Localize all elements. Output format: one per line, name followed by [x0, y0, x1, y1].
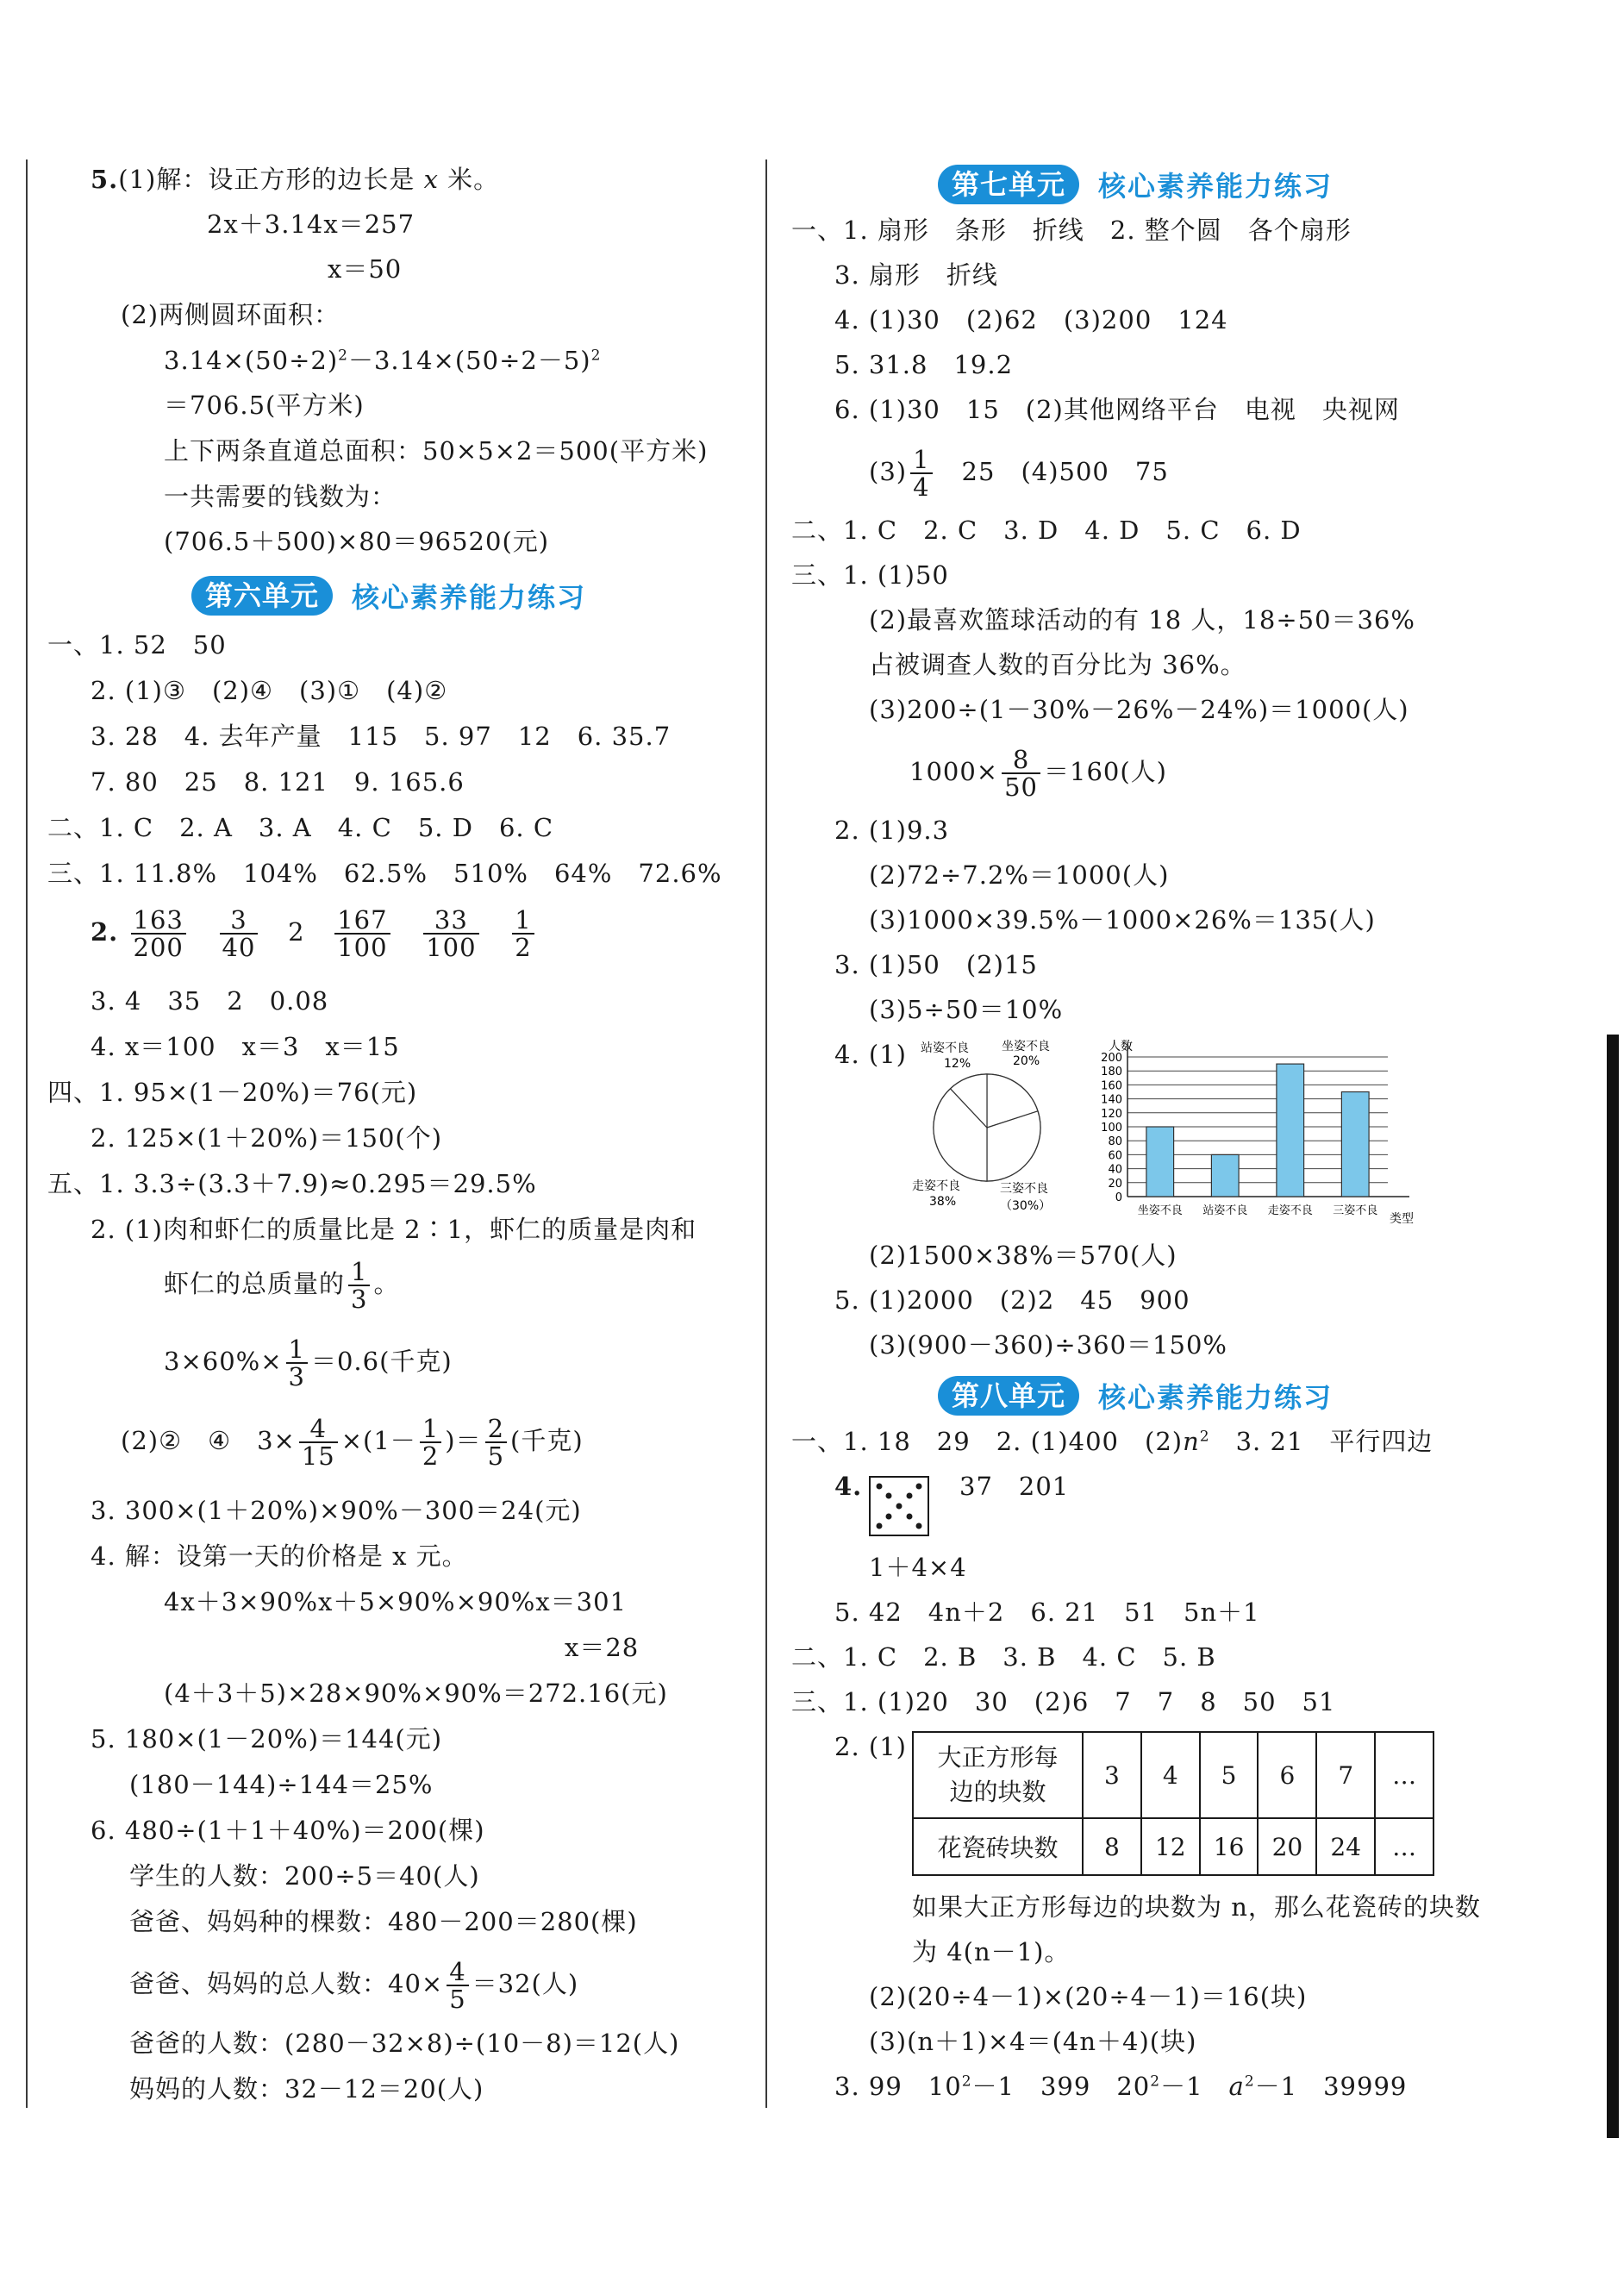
right-p6-d: 为 4(n－1)。	[912, 1937, 1071, 1966]
right-p3-e: 1000× $\frac{8}{50}$ ＝160(人)	[909, 745, 1167, 802]
tile-table-r2c3: 16	[1200, 1818, 1259, 1875]
right-p1-d: 5. 31.8 19.2	[834, 350, 1014, 379]
bar-ytick-label: 80	[1108, 1135, 1122, 1149]
bar-站姿不良	[1211, 1154, 1239, 1197]
left-s5-q: 爸爸的人数：(280－32×8)÷(10－8)＝12(人)	[129, 2029, 680, 2058]
bar-xlabel: 类型	[1390, 1212, 1414, 1226]
unit8-banner	[938, 1373, 1333, 1418]
left-s5-e: (2)② ④ 3× $\frac{4}{15}$ ×(1－ $\frac{1}{2}$ )＝ $\frac{2}{5}$ (千克)	[121, 1414, 584, 1471]
unit8-tag: 第八单元	[938, 1376, 1079, 1416]
right-p1-c: 4. (1)30 (2)62 (3)200 124	[834, 305, 1228, 334]
right-p1-a: 一、1. 扇形 条形 折线 2. 整个圆 各个扇形	[791, 216, 1352, 245]
tile-table-r2c6: …	[1375, 1818, 1433, 1875]
right-p6-b: 2. (1)	[834, 1732, 907, 1761]
left-s4-a: 四、1. 95×(1－20%)＝76(元)	[47, 1078, 418, 1107]
right-p2: 二、1. C 2. C 3. D 4. D 5. C 6. D	[791, 516, 1302, 545]
right-p3-c: 占被调查人数的百分比为 36%。	[869, 650, 1246, 679]
right-p3-g: (2)72÷7.2%＝1000(人)	[869, 860, 1170, 890]
pie-label-three: 三姿不良	[1000, 1182, 1048, 1196]
bar-chart	[1069, 1033, 1431, 1235]
left-s5-m: 6. 480÷(1＋1＋40%)＝200(棵)	[91, 1816, 485, 1845]
pie-label-walk: 走姿不良	[912, 1179, 960, 1193]
left-s5-k: 5. 180×(1－20%)＝144(元)	[91, 1724, 443, 1754]
right-p3-i: 3. (1)50 (2)15	[834, 950, 1038, 979]
right-p3-j: (3)5÷50＝10%	[869, 995, 1064, 1024]
bar-category-label: 走姿不良	[1267, 1204, 1313, 1217]
tile-table-r1c1: 3	[1083, 1732, 1141, 1818]
right-p3-b: (2)最喜欢篮球活动的有 18 人，18÷50＝36%	[869, 605, 1415, 635]
left-q5-eq1: 2x＋3.14x＝257	[207, 209, 415, 239]
tile-table-row2-label: 花瓷砖块数	[913, 1818, 1083, 1875]
tile-pattern-table	[912, 1731, 1434, 1876]
tile-table-r2c4: 20	[1258, 1818, 1316, 1875]
left-s3-a: 三、1. 11.8% 104% 62.5% 510% 64% 72.6%	[47, 859, 722, 888]
bar-ytick-label: 120	[1101, 1107, 1122, 1121]
left-s1-d: 7. 80 25 8. 121 9. 165.6	[91, 767, 465, 797]
pie-pct-walk: 38%	[929, 1195, 957, 1209]
right-p3-m: 5. (1)2000 (2)2 45 900	[834, 1285, 1190, 1315]
left-s5-f: 3. 300×(1＋20%)×90%－300＝24(元)	[91, 1496, 582, 1525]
bar-category-label: 坐姿不良	[1137, 1204, 1183, 1217]
pie-pct-stand: 12%	[944, 1057, 971, 1071]
bar-category-label: 站姿不良	[1202, 1204, 1248, 1217]
left-q5-eq2: x＝50	[328, 254, 403, 284]
left-q5-money: (706.5＋500)×80＝96520(元)	[164, 527, 550, 556]
left-s1-b: 2. (1)③ (2)④ (3)① (4)②	[91, 676, 448, 705]
right-p6-a: 三、1. (1)20 30 (2)6 7 7 8 50 51	[791, 1687, 1336, 1716]
right-p4-c: 1＋4×4	[869, 1553, 967, 1582]
left-s2: 二、1. C 2. A 3. A 4. C 5. D 6. C	[47, 813, 554, 842]
right-p4-a: 一、1. 18 29 2. (1)400 $(2)n^2$ 3. 21 平行四边	[791, 1427, 1433, 1456]
bar-ytick-label: 40	[1108, 1163, 1122, 1177]
left-s5-o: 爸爸、妈妈种的棵数：480－200＝280(棵)	[129, 1907, 638, 1936]
left-s3-c: 3. 4 35 2 0.08	[91, 986, 329, 1016]
pie-label-sit: 坐姿不良	[1002, 1040, 1050, 1053]
right-p6-c: 如果大正方形每边的块数为 n，那么花瓷砖的块数	[912, 1892, 1481, 1922]
right-p4-d: 5. 42 4n＋2 6. 21 51 5n＋1	[834, 1597, 1260, 1627]
right-p5: 二、1. C 2. B 3. B 4. C 5. B	[791, 1642, 1216, 1672]
bar-category-label: 三姿不良	[1333, 1204, 1378, 1217]
left-s5-j: (4＋3＋5)×28×90%×90%＝272.16(元)	[164, 1679, 668, 1708]
right-p1-e: 6. (1)30 15 (2)其他网络平台 电视 央视网	[834, 395, 1400, 424]
left-s5-p: 爸爸、妈妈的总人数：40× $\frac{4}{5}$ ＝32(人)	[129, 1957, 579, 2014]
unit7-tag: 第七单元	[938, 165, 1079, 204]
left-s5-h: 4x＋3×90%x＋5×90%×90%x＝301	[164, 1587, 628, 1616]
tile-table-r1c5: 7	[1316, 1732, 1375, 1818]
bar-三姿不良	[1341, 1092, 1369, 1197]
right-p6-g: 3. 99 $10^2-1$ 399 $20^2-1$ $a^2-1$ 39999	[834, 2072, 1408, 2101]
pie-label-stand: 站姿不良	[921, 1041, 969, 1055]
left-q5-ring-result: ＝706.5(平方米)	[164, 391, 365, 420]
right-p3-h: (3)1000×39.5%－1000×26%＝135(人)	[869, 905, 1376, 935]
pie-pct-three: （30%）	[1000, 1199, 1052, 1213]
unit8-title: 核心素养能力练习	[1098, 1381, 1334, 1414]
x-pattern-figure	[869, 1476, 929, 1536]
left-s1-a: 一、1. 52 50	[47, 630, 227, 660]
tile-table-r1c6: …	[1375, 1732, 1433, 1818]
column-divider	[765, 159, 767, 2108]
bar-ytick-label: 0	[1115, 1191, 1122, 1204]
right-p1-b: 3. 扇形 折线	[834, 260, 998, 290]
unit6-banner	[191, 573, 586, 618]
right-p6-f: (3)(n＋1)×4＝(4n＋4)(块)	[869, 2027, 1197, 2056]
tile-table-row1-label: 大正方形每 边的块数	[913, 1732, 1083, 1818]
right-p4-b-vals: 37 201	[959, 1472, 1070, 1501]
left-s5-a: 五、1. 3.3÷(3.3＋7.9)≈0.295＝29.5%	[47, 1169, 537, 1198]
right-p3-a: 三、1. (1)50	[791, 560, 949, 590]
bar-ytick-label: 60	[1108, 1149, 1122, 1163]
left-s5-d: 3×60%× $\frac{1}{3}$ ＝0.6(千克)	[164, 1335, 453, 1391]
left-s3-d: 4. x＝100 x＝3 x＝15	[91, 1032, 400, 1061]
tile-table-r2c5: 24	[1316, 1818, 1375, 1875]
tile-table-r1c2: 4	[1141, 1732, 1200, 1818]
tile-table-r2c1: 8	[1083, 1818, 1141, 1875]
right-p3-l: (2)1500×38%＝570(人)	[869, 1241, 1177, 1270]
pie-chart	[905, 1035, 1069, 1224]
bar-走姿不良	[1277, 1064, 1304, 1197]
bar-ytick-label: 160	[1101, 1079, 1122, 1093]
right-p3-k: 4. (1)	[834, 1040, 907, 1069]
bar-ytick-label: 100	[1101, 1122, 1122, 1135]
left-s5-n: 学生的人数：200÷5＝40(人)	[129, 1861, 480, 1891]
left-margin-rule	[26, 159, 28, 2108]
bar-ytick-label: 20	[1108, 1177, 1122, 1191]
left-s1-c: 3. 28 4. 去年产量 115 5. 97 12 6. 35.7	[91, 722, 671, 751]
tile-table-r1c3: 5	[1200, 1732, 1259, 1818]
right-p3-n: (3)(900－360)÷360＝150%	[869, 1330, 1227, 1360]
right-p6-e: (2)(20÷4－1)×(20÷4－1)＝16(块)	[869, 1982, 1308, 2011]
left-s3-b: 2. $\frac{163}{200}$ $\frac{3}{40}$ 2 $\frac{167}{100}$ $\frac{33}{100}$ $\frac{1}{2}$	[91, 907, 538, 960]
left-s5-g: 4. 解：设第一天的价格是 x 元。	[91, 1541, 468, 1571]
tile-table-r1c4: 6	[1258, 1732, 1316, 1818]
right-p4-b-label: 4.	[834, 1472, 863, 1501]
unit6-title: 核心素养能力练习	[352, 581, 587, 614]
bar-ytick-label: 140	[1101, 1093, 1122, 1107]
right-p1-f: (3) $\frac{1}{4}$ 25 (4)500 75	[869, 445, 1169, 502]
left-s5-l: (180－144)÷144＝25%	[129, 1770, 434, 1799]
unit7-title: 核心素养能力练习	[1098, 170, 1334, 203]
right-p3-d: (3)200÷(1－30%－26%－24%)＝1000(人)	[869, 695, 1409, 724]
left-s5-i: x＝28	[565, 1633, 640, 1662]
left-q5-line1: 5.(1)解：设正方形的边长是 x 米。	[91, 165, 500, 194]
unit7-banner	[938, 162, 1333, 207]
bar-ytick-label: 180	[1101, 1066, 1122, 1079]
tile-table-r2c2: 12	[1141, 1818, 1200, 1875]
left-s5-c: 虾仁的总质量的 $\frac{1}{3}$ 。	[164, 1257, 400, 1314]
pie-pct-sit: 20%	[1013, 1054, 1040, 1068]
left-q5-part2: (2)两侧圆环面积：	[121, 300, 340, 329]
left-q5-money-label: 一共需要的钱数为：	[164, 482, 397, 511]
unit6-tag: 第六单元	[191, 576, 333, 616]
left-q5-straight: 上下两条直道总面积：50×5×2＝500(平方米)	[164, 436, 709, 466]
bar-坐姿不良	[1146, 1127, 1174, 1197]
left-s4-b: 2. 125×(1＋20%)＝150(个)	[91, 1123, 443, 1153]
left-q5-ring-formula: $3.14\times(50\div 2)^2-3.14\times(50\div 2-5)^2$	[164, 346, 602, 375]
bar-ylabel: 人数	[1109, 1040, 1133, 1053]
left-s5-b: 2. (1)肉和虾仁的质量比是 2∶1，虾仁的质量是肉和	[91, 1215, 697, 1244]
bar-ytick-label: 200	[1101, 1052, 1122, 1065]
scan-edge-shadow	[1607, 1035, 1619, 2138]
left-s5-r: 妈妈的人数：32－12＝20(人)	[129, 2074, 484, 2104]
right-p3-f: 2. (1)9.3	[834, 816, 950, 845]
